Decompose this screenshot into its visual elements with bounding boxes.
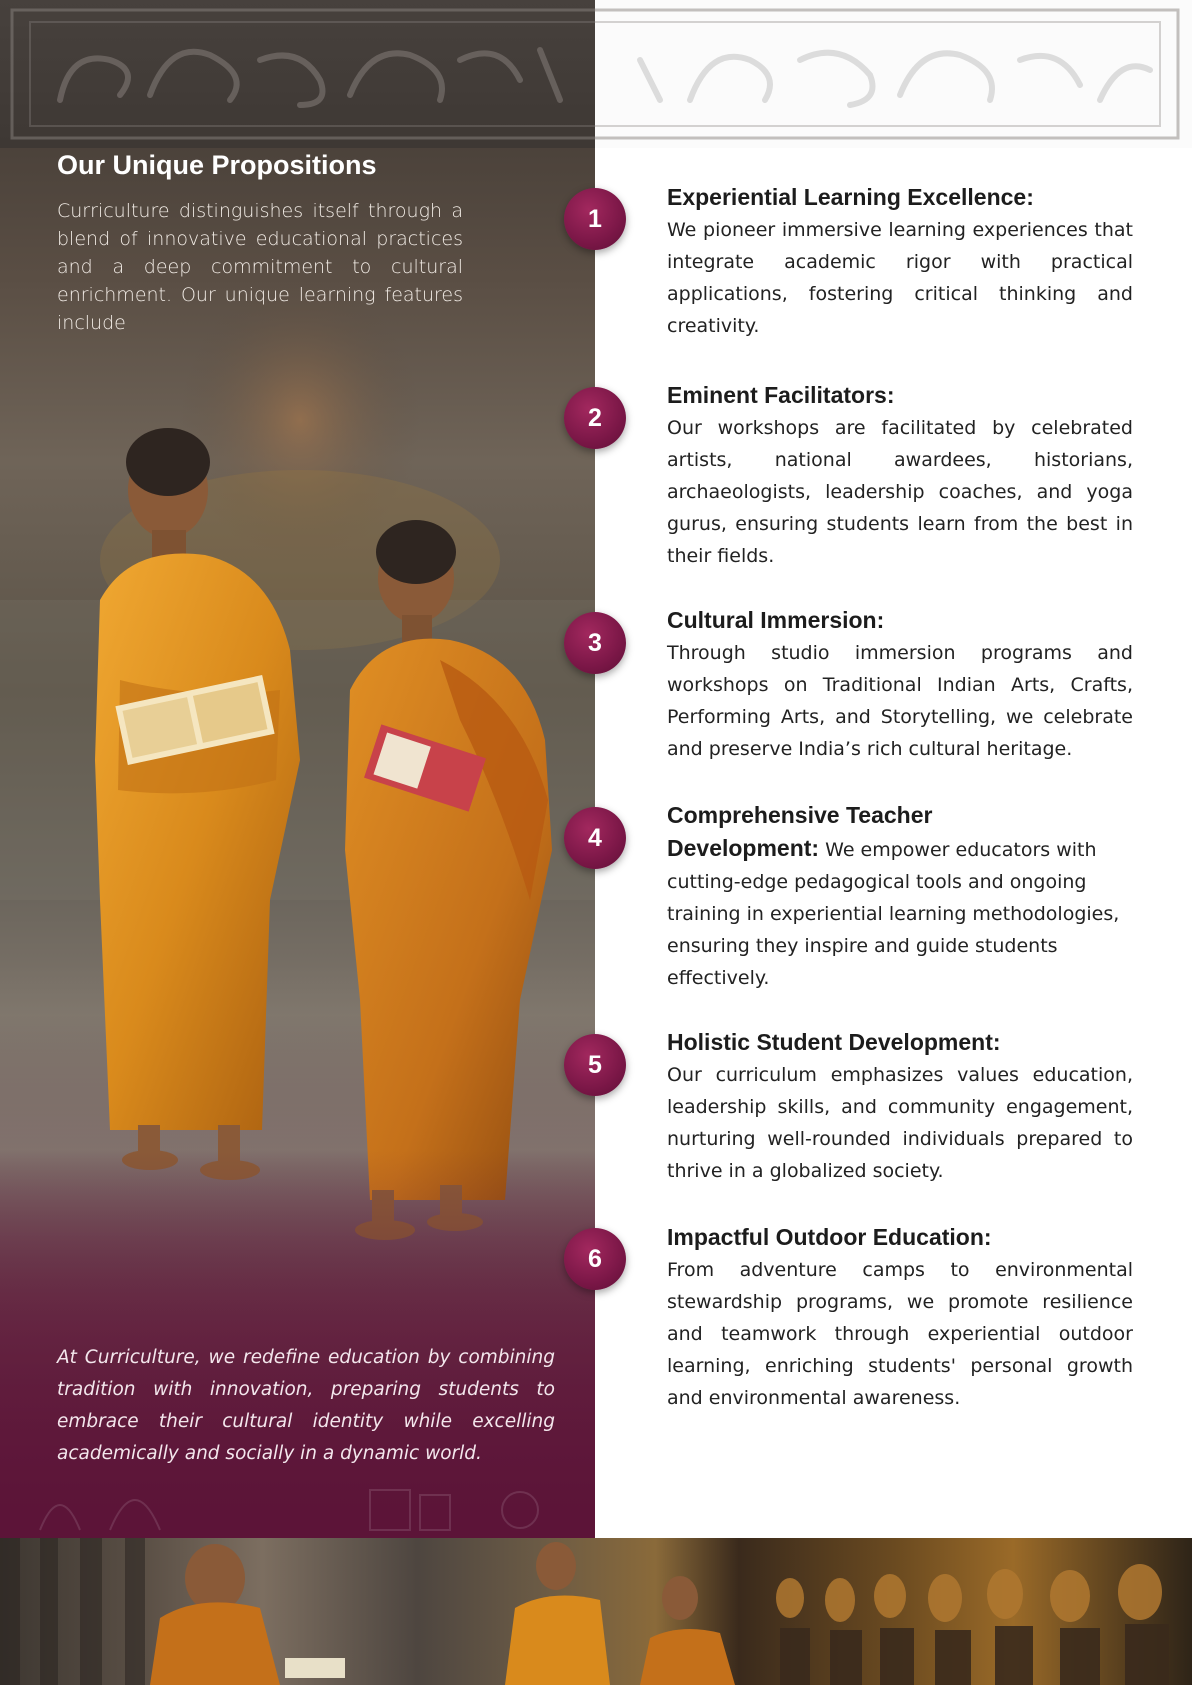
proposition-item-3 [667,604,1133,765]
item-title: Holistic Student Development: [667,1029,1001,1055]
proposition-item-1 [667,181,1133,342]
item-description: Our curriculum emphasizes values education, leadership skills, and community engagement, nurturing well-rounded individuals prepared to thrive in a globalized society. [667,1064,1133,1182]
item-description: Through studio immersion programs and workshops on Traditional Indian Arts, Crafts, Performing Arts, and Storytelling, we celebrate and preserve India’s rich cultural heritage. [667,642,1133,760]
item-title: Experiential Learning Excellence: [667,184,1034,210]
item-title: Eminent Facilitators: [667,382,895,408]
bottom-strip-illustration [0,1538,1192,1685]
item-description: Our workshops are facilitated by celebrated artists, national awardees, historians, archaeologists, leadership coaches, and yoga gurus, ensuring students learn from the best in their fields. [667,417,1133,567]
item-description: We pioneer immersive learning experiences that integrate academic rigor with practical applications, fostering critical thinking and creativity. [667,219,1133,337]
item-description-text: We empower educators with cutting-edge pedagogical tools and ongoing training in experiential learning methodologies, ensuring they inspire and guide students effectively. [667,839,1120,989]
item-description [667,832,1123,994]
intro-paragraph: Curriculture distinguishes itself through a blend of innovative educational practices and a deep commitment to cultural enrichment. Our unique learning features include [57,200,463,334]
closing-statement: At Curriculture, we redefine education by combining tradition with innovation, preparing students to embrace their cultural identity while excelling academically and socially in a dynamic world. [57,1347,555,1464]
number-badge-3: 3 [564,612,626,674]
item-title: Impactful Outdoor Education: [667,1224,992,1250]
proposition-item-2 [667,379,1133,572]
bottom-photo-strip [0,1538,1192,1685]
number-badge-4: 4 [564,807,626,869]
item-description: From adventure camps to environmental stewardship programs, we promote resilience and teamwork through experiential outdoor learning, enriching students' personal growth and environmental awareness. [667,1259,1133,1409]
number-badge-6: 6 [564,1228,626,1290]
number-badge-1: 1 [564,188,626,250]
ornament-pattern [0,0,1192,148]
decorative-header-band [0,0,1192,148]
section-title: Our Unique Propositions [57,150,377,180]
number-badge-5: 5 [564,1034,626,1096]
proposition-item-5 [667,1026,1133,1187]
item-title: Cultural Immersion: [667,607,885,633]
item-title-line1: Comprehensive Teacher [667,802,933,828]
proposition-item-6 [667,1221,1133,1414]
item-title-line2: Development: [667,835,820,861]
number-badge-2: 2 [564,387,626,449]
proposition-item-4 [667,799,1123,994]
